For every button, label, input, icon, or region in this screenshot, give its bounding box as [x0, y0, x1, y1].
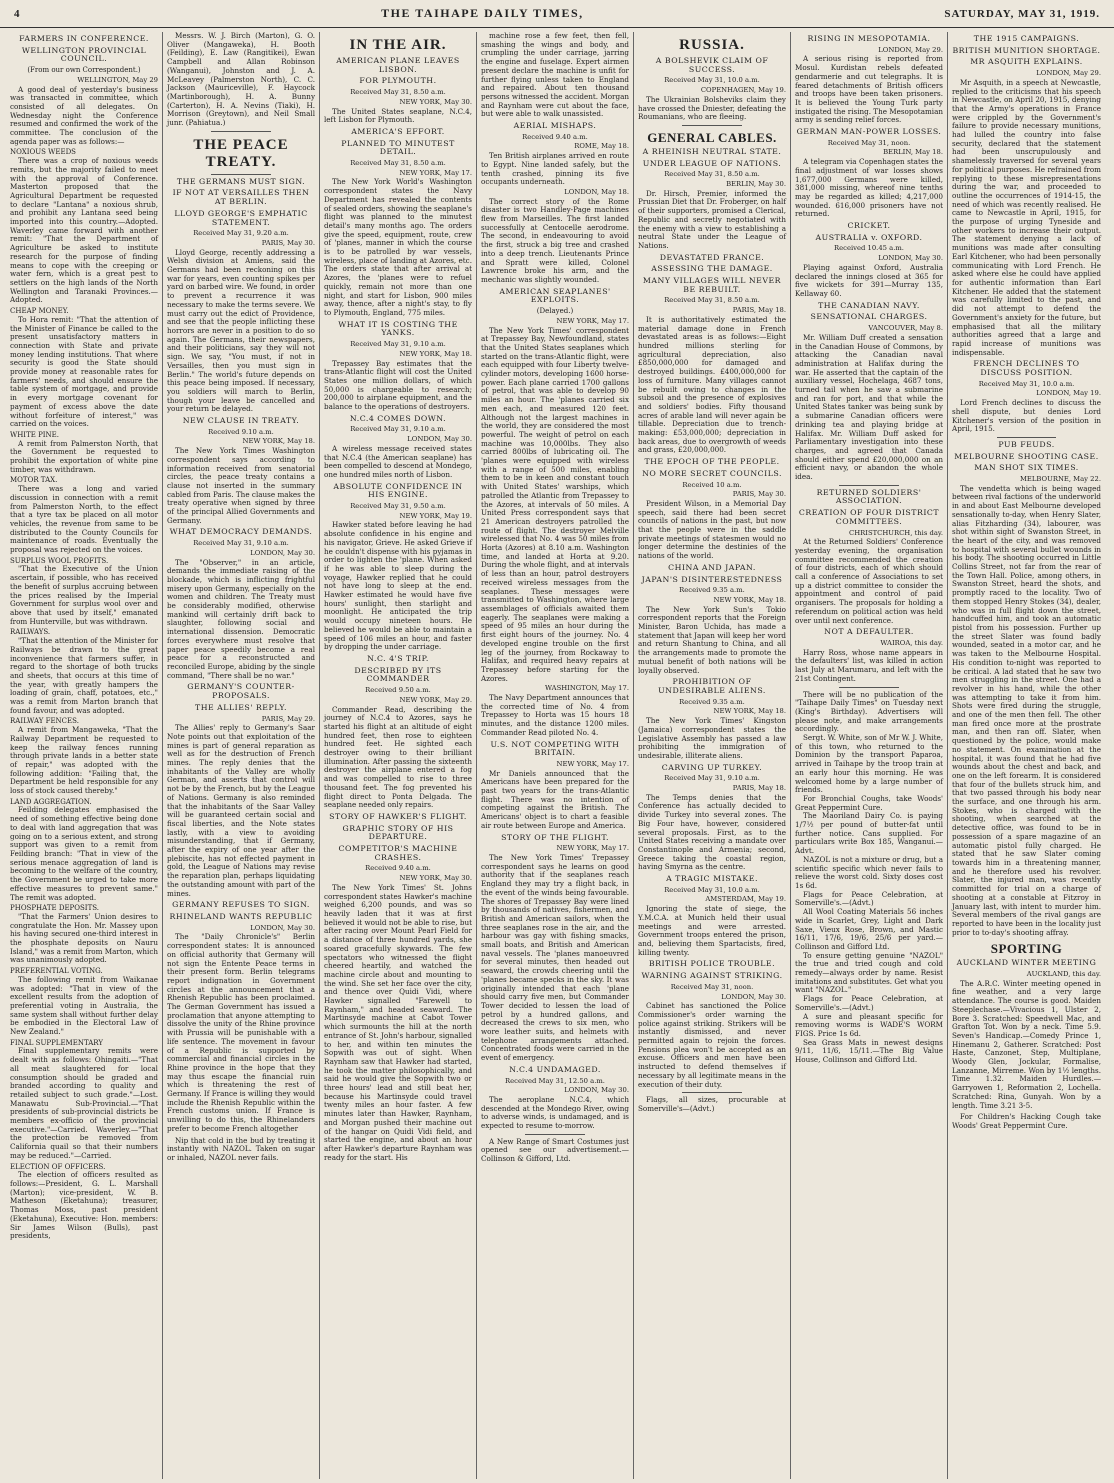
paragraph: The New York Times' St. Johns correspondent states Hawker's machine weighed 6,200 pounds, and was so heavily laden that it was at first believed it would not be able to rise, but after racing over Mount Pearl Field for a distance of three hundred yards, she soared gracefully skywards. The few spectators who witnessed the flight cheered heartily, and watched the machine circle about and mounting to the wind. She set her face over the city, and thence over Quidi Vidi, where Hawker signalled "Farewell to Raynham," and headed seaward. The Martinsyde machine at Cabot Tower which surmounts the hill at the north entrance of St. John's harbour, signalled to her, and within ten minutes the Sopwith was out of sight. When Raynham saw that Hawker had started, he took the matter philosophically, and said he would give the Sopwith two or three hours' lead and still beat her, because his Martinsyde could travel twenty miles an hour faster. A few minutes later than Hawker, Raynham, and Morgan pushed their machine out of the hangar on Quidi Vidi field, and started the engine, and about an hour after Hawker's departure Raynham was ready for the start. His: [324, 882, 472, 1162]
headline: RISING IN MESOPOTAMIA.: [807, 34, 931, 43]
divider: [682, 1092, 741, 1093]
subheadline: CRICKET.: [847, 221, 891, 231]
subheadline: RETURNED SOLDIERS' ASSOCIATION.: [816, 487, 922, 506]
headline: RUSSIA.: [679, 37, 745, 53]
paragraph: The New York Times Washington correspondent says according to information received from senatorial circles, the peace treaty contains a clause not inserted in the summary cabled from Paris. The clause makes the treaty operative when signed by three of the principal Allied Governments and Germany.: [167, 446, 315, 525]
divider: [682, 125, 741, 126]
divider: [525, 1134, 584, 1135]
dateline: NEW YORK, May 17.: [399, 168, 472, 177]
subheadline: THE CANADIAN NAVY.: [818, 300, 920, 310]
dateline: COPENHAGEN, May 19.: [700, 86, 786, 95]
subheadline: THE GERMANS MUST SIGN.: [176, 176, 306, 186]
side-heading: RAILWAYS.: [10, 628, 51, 637]
dateline: LONDON, May 30.: [250, 548, 315, 557]
side-heading: LAND AGGREGATION.: [10, 797, 92, 806]
subheadline: AUSTRALIA v. OXFORD.: [815, 232, 923, 242]
divider: [839, 485, 898, 486]
dateline: LONDON, May 18.: [564, 187, 629, 196]
dateline: LONDON, May 30.: [878, 254, 943, 263]
dateline: NEW YORK, May 17.: [556, 316, 629, 325]
headline: IN THE AIR.: [349, 37, 447, 53]
paragraph: The Navy Department announces that the corrected time of No. 4 from Trepassey to Horta was 15 hours 18 minutes, and the distance 1200 miles. Commander Read piloted No. 4.: [481, 693, 629, 737]
subheadline: FOR PLYMOUTH.: [359, 76, 437, 86]
paragraph: The correct story of the Rome disaster is two Handley-Page machines flew from Marseilles. The first landed successfully at Centocelle aerodrome. The second, in endeavouring to avoid the first, struck a big tree and crashed into a deep trench. Lieutenants Prince and Spratt were killed, Colonel Lawrence broke his arm, and the mechanic was slightly wounded.: [481, 196, 629, 284]
issue-date: SATURDAY, MAY 31, 1919.: [944, 7, 1100, 20]
column-4: [477, 32, 634, 1479]
paragraph: Trepassey Bay estimates that the trans-Atlantic flight will cost the United States one million dollars, of which 50,000 is chargeable to research; 200,000 to airplane equipment, and the balance to the operations of destroyers.: [324, 358, 472, 412]
paragraph: At the Returned Soldiers' Conference yesterday evening, the organisation committee recommended the creation of four districts, each of which should call a conference of Associations to set up a district committee to consider the appointment and control of paid organisers. The proposals for holding a referendum on political action was held over until next conference.: [795, 537, 943, 625]
subheadline: NOT A DEFAULTER.: [824, 627, 914, 637]
paragraph: Playing against Oxford, Australia declared the innings closed at 365 for five wickets for 391—Murray 135, Kellaway 60.: [795, 262, 943, 298]
paragraph: The New York Times' Kingston (Jamaica) correspondent states the Legislative Assembly has passed a law prohibiting the immigration of undesirable, illiterate aliens.: [638, 716, 786, 760]
subheadline: FRENCH DECLINES TO DISCUSS POSITION.: [973, 359, 1080, 378]
headline: THE 1915 CAMPAIGNS.: [973, 34, 1080, 43]
paragraph: A serious rising is reported from Mosul. Kurdistan rebels defeated gendarmerie and cut telegraphs. It is feared detachments of British officers and troops have been taken prisoners. It is believed the Young Turk party instigated the rising. The Mesopotamian army is sending relief forces.: [795, 54, 944, 125]
paragraph: Final supplementary remits were dealt with as follows: Ohingaiti.—"That all meat slaughtered for local consumption should be graded and branded according to quality and retailed subject to such grade."—Lost. Manawatu Sub-Provincial.—"That presidents of sub-provincial districts be members ex-officio of the provincial executive."—Carried. Waverley.—"That the protection be removed from California quail so that their numbers may be reduced."—Carried.: [10, 1046, 158, 1160]
received-line: Received May 31, 9.10 a.m.: [664, 774, 760, 783]
paragraph: A good deal of yesterday's business was transacted in committee, which consisted of all delegates. On Wednesday night the Conference resumed and confirmed the work of the committee. The conclusion of the agenda paper was as follows:—: [10, 84, 158, 146]
paper-name: THE TAIHAPE DAILY TIMES,: [381, 6, 584, 20]
subheadline: MANY VILLAGES WILL NEVER BE REBUILT.: [642, 276, 782, 294]
received-line: Received May 31, 8.50 a.m.: [350, 88, 446, 97]
paragraph: Commander Read, describing the journey of N.C.4 to Azores, says he started his flight at an altitude of eight hundred feet, then rose to eighteen hundred feet. He sighted each destroyer owing to their brilliant illumination. After passing the sixteenth destroyer the airplane entered a fog and was compelled to rise to three thousand feet. The fog prevented his flight direct to Ponta Delgada. The seaplane needed only repairs.: [324, 704, 472, 810]
subheadline: PROHIBITION OF UNDESIRABLE ALIENS.: [658, 677, 766, 695]
subheadline: BRITISH MUNITION SHORTAGE.: [952, 45, 1101, 55]
article-pub-feuds: [952, 441, 1101, 937]
paragraph: The United States seaplane, N.C.4, left Lisbon for Plymouth.: [324, 106, 472, 125]
article-1915-campaigns: [952, 35, 1101, 434]
subheadline: NEW CLAUSE IN TREATY.: [182, 416, 300, 426]
subheadline: N.C.4 COMES DOWN.: [349, 413, 447, 423]
paragraph: The "Observer," in an article, demands the immediate raising of the blockade, which is inflicting frightful misery upon Germany, especially on the women and children. The Treaty must be considerably modified, otherwise mankind will certainly drift back to slaughter, following social and international dissension. Democratic forces everywhere must resolve that paper peace speedily become a real peace for a reconstructed and reconciled Europe, abiding by the single command, "There shall be no war.": [167, 557, 315, 680]
paragraph: Ignoring the state of siege, the Y.M.C.A. at Munich held their usual meetings and were arrested. Government troops entered the prison, and, believing them Spartacists, fired, killing twenty.: [638, 904, 786, 957]
dateline: BERLIN, May 30.: [726, 180, 786, 189]
headline: PUB FEUDS.: [998, 439, 1055, 449]
paragraph: Feilding delegates emphasised the need of something effective being done to deal with land aggregation that was going on to a serious extent, and strong support was given to a remit from Feilding branch: "That in view of the serious menace aggregation of land is becoming to the welfare of the country, the Government be urged to take more effective measures to prevent same." The remit was adopted.: [10, 805, 158, 902]
page-number-left: 4: [14, 7, 21, 20]
advertisement: Sea Grass Mats in newest designs 9/11, 11/6, 15/11.—The Big Value House, Collinson and Gifford Ltd.: [795, 1037, 943, 1065]
paragraph: The New York Times' correspondent at Trepassey Bay, Newfoundland, states that the United States seaplanes which started on the trans-Atlantic flight, were each equipped with four Liberty twelve-cylinder motors, developing 1600 horse-power. Each plane carried 1700 gallons of petrol, that was able to develop 90 miles an hour. The 'planes carried six men each, and measured 120 feet. Although not the largest machines in the world, they are considered the most powerful. The weight of petrol on each machine was 10,000lbs. They also carried 800lbs of lubricating oil. The 'planes were equipped with wireless with a range of 500 miles, enabling them to be in keen and constant touch with United States' warships, which patrolled the Atlantic from Trepassey to the Azores, at intervals of 50 miles. A United Press correspondent says that 21 American destroyers patrolled the route of flight. The destroyer Melville wirelessed that No. 4 was 50 miles from Horta (Azores) at 8.10 a.m. Washington time, and landed at Horta at 9.20. During the whole flight, and at intervals of less than an hour, patrol destroyers received wireless messages from the seaplanes. These messages were transmitted to Washington, where large assemblages of officials awaited them eagerly. The seaplanes were making a speed of 95 miles an hour during the first eight hours of the journey. No. 4 developed engine trouble on the first leg of the journey, from Rockaway to Halifax, and required heavy repairs at Trepassey before starting for the Azores.: [481, 325, 629, 683]
subheadline: STORY OF THE FLIGHT.: [501, 832, 609, 842]
received-line: Received 10.45 a.m.: [834, 244, 904, 253]
subheadline: THE ALLIES' REPLY.: [195, 702, 287, 712]
dateline: NEW YORK, May 18.: [399, 349, 472, 358]
advertisement: The Maoriland Dairy Co. is paying 1/7½ per pound of butter-fat until further notice. Cans supplied. For particulars write Box 185, Wanganui.—Advt.: [795, 811, 943, 856]
article-farmers-conference: [10, 35, 158, 1241]
dateline: NEW YORK, May 30.: [399, 874, 472, 883]
subheadline: WELLINGTON PROVINCIAL COUNCIL.: [21, 45, 147, 64]
paragraph: The Allies' reply to Germany's Saar Note points out that exploitation of the mines is part of general reparation as well as for the destruction of French mines. The reply denies that the inhabitants of the Valley are wholly German, and asserts that control will not be by the French, but by the League of Nations. Germany is also reminded that the inhabitants of the Saar Valley will be guaranteed certain social and fiscal liberties, and the Note states lastly, with a view to avoiding misunderstanding, that if Germany, after the expiry of one year after the plebiscite, has not effected payment in gold, the League of Nations may revise the reparation plan, perhaps liquidating the outstanding amount with part of the mines.: [167, 723, 315, 898]
subheadline: COMPETITOR'S MACHINE CRASHES.: [338, 844, 458, 862]
paragraph: The New York World's Washington correspondent states the Navy Department has revealed the contents of sealed orders, showing the seaplane's flight was planned to the minutest detail's many months ago. The orders give the speed, equipment, route, crew of 'planes, manner in which the course is to be patrolled by war vessels, wireless, place of landing at Azores, etc. The orders state that after arrival at Azores, the 'planes were to refuel quickly, remain not more than one night, and start for Lisbon, 900 miles away, thence, after a night's stay, to fly to Plymouth, England, 775 miles.: [324, 177, 472, 317]
dateline: LONDON, May 19.: [1036, 389, 1101, 398]
received-line: Received 9.35 a.m.: [679, 586, 745, 595]
paragraph: Mr Asquith, in a speech at Newcastle, replied to the criticisms that his speech in Newcastle, on April 20, 1915, denying that the Army's operations in France were crippled by the Government's failure to provide necessary munitions, had lulled the country into false security, declared that the statement had been unscrupulously and shamelessly traversed for several years for political purposes. He refrained from replying to these misrepresentations during the war, and proceeded to outline the occurrences of 1914-15, the need of which was recently realised. He came to Newcastle in April, 1915, for the purpose of urging Tyneside and other workers to increase their output. The statement denying a lack of munitions was made after consulting Earl Kitchener, who had been personally communicating with Lord French. He asked where else he could have applied for authentic information than Earl Kitchener. He added that the statement was carefully limited to the past, and did not attempt to defend the Government's anxiety for the future, but emphasised that all the military authorities agreed that a large and rapid increase of munitions was indispensable.: [952, 77, 1101, 357]
subheadline: STORY OF HAWKER'S FLIGHT.: [329, 811, 467, 821]
subheadline: AUCKLAND WINTER MEETING: [956, 958, 1097, 968]
dateline: LONDON, May 29.: [1036, 69, 1101, 78]
paragraph: The New York Times' Trepassey correspondent says he learns on good authority that if the seaplanes reach England they may try a flight back, in the event of the winds being favourable. The shores of Trepassey Bay were lined by thousands of natives, fishermen, and British and American sailors, when the three seaplanes rose in the air, and the harbour was gay with fishing smacks, small boats, and British and American naval vessels. The 'planes manoeuvred for several minutes, then headed out seaward, the crowds cheering until the 'planes became specks in the sky. It was originally intended that each 'plane should carry five men, but Commander Tower decided to lessen the load of petrol by a hundred gallons, and decreased the crews to six men, who wore leather suits, and helmets with telephone arrangements attached. Concentrated foods were carried in the event of emergency.: [481, 852, 629, 1063]
advertisement: A sure and pleasant specific for removing worms is WADE'S WORM FIGS. Price 1s 6d.: [795, 1011, 943, 1038]
advertisement: Flags for Peace Celebration, at Somerville's.—(Advt.): [795, 889, 943, 908]
advertisement: To ensure getting genuine "NAZOL" the true and tried cough and cold remedy—always order by name. Resist imitations and substitutes. Get what you want "NAZOL.": [795, 950, 943, 995]
subheadline: AMERICAN PLANE LEAVES LISBON.: [336, 56, 460, 74]
subheadline: U.S. NOT COMPETING WITH BRITAIN.: [490, 739, 620, 758]
subheadline: WARNING AGAINST STRIKING.: [641, 971, 783, 981]
subheadline: DEVASTATED FRANCE.: [659, 252, 765, 262]
article-peace-treaty: [167, 137, 315, 1134]
subheadline: LLOYD GEORGE'S EMPHATIC STATEMENT.: [174, 208, 308, 227]
subheadline: GERMANY'S COUNTER-PROPOSALS.: [187, 682, 295, 701]
paragraph: "That the attention of the Minister for Railways be drawn to the great inconvenience that farmers suffer, in regard to the shortage of both trucks and sheets, that occurs at this time of the year, with greatly hampers the loading of grain, chaff, potatoes, etc.," was a remit from Marton branch that found favour, and was adopted.: [10, 636, 158, 715]
received-line: Received 9.50 a.m.: [365, 686, 431, 695]
received-line: Received May 31, 8.50 a.m.: [664, 296, 760, 305]
dateline: LONDON, May 29.: [878, 45, 943, 54]
paragraph: The New York Sun's Tokio correspondent reports that the Foreign Minister, Baron Uchida, has made a statement that Japan will keep her word and return Shantung to China, and all the arrangements made to promote the mutual benefit of both nations will be loyally observed.: [638, 604, 786, 675]
advertisement: NAZOL is not a mixture or drug, but a scientific specific which never fails to relieve the worst cold. Sixty doses cost 1s 6d.: [795, 854, 943, 890]
paragraph: The Ukrainian Bolsheviks claim they have crossed the Dniester, defeating the Roumanians, who are fleeing.: [638, 94, 786, 122]
paragraph: It is authoritatively estimated the material damage done in French devastated areas is as follows:—Eight hundred millions sterling for agricultural depreciation, also £850,000,000 for damaged and destroyed buildings. £400,000,000 for loss of furniture. Many villages cannot be rebuilt owing to changes in the subsoil and the presence of explosives and soldiers' bodies. Fifty thousand acres of arable land will never again be tillable. Depreciation due to trench-making: £53,000,000; depreciation in back areas, due to overgrowth of weeds and grass, £20,000,000.: [638, 314, 786, 455]
dateline: NEW YORK, May 19.: [399, 511, 472, 520]
paragraph: The aeroplane N.C.4, which descended at the Mondego River, owing to adverse winds, is undamaged, and is expected to resume to-morrow.: [481, 1094, 629, 1131]
received-line: Received May 31, 9.10 a.m.: [350, 340, 446, 349]
subheadline: MELBOURNE SHOOTING CASE.: [954, 451, 1099, 461]
subheadline: GRAPHIC STORY OF HIS DEPARTURE.: [342, 823, 454, 842]
received-line: Received May 31, 9.50 a.m.: [350, 502, 446, 511]
paragraph: A wireless message received states that N.C.4 (the American seaplane) has been compelled to descend at Mondego, one hundred miles north of Lisbon.: [324, 443, 472, 479]
received-line: Received 9.40 a.m.: [365, 864, 431, 873]
subheadline: SENSATIONAL CHARGES.: [810, 312, 928, 322]
subheadline: UNDER LEAGUE OF NATIONS.: [642, 158, 782, 168]
paragraph: The Temps denies that the Conference has actually decided to divide Turkey into several zones. The Big Four have, however, considered several proposals. First, as to the United States receiving a mandate over Constantinople and Armenia; second, Greece taking the coastal region, having Smyrna as the centre.: [638, 792, 786, 872]
dateline: NEW YORK, May 18.: [242, 437, 315, 446]
divider: [211, 131, 270, 132]
article-in-the-air: [324, 37, 472, 1162]
subheadline: RHINELAND WANTS REPUBLIC: [169, 911, 313, 921]
subheadline: CHINA AND JAPAN.: [668, 562, 756, 572]
side-heading: WHITE PINE.: [10, 430, 60, 439]
columns: [6, 32, 1108, 1479]
paragraph: Lloyd George, recently addressing a Welsh division at Amiens, said the Germans had been reckoning on this war for years, even counting spikes per yard on barbed wire. We found, in order to prevent a recurrence it was necessary to make the terms severe. We must carry out the edict of Providence, and see that the people inflicting these horrors are never in a position to do so again. The Germans, their newspapers, and their politicians, say they will not sign. We say, "You must, if not in Versailles, then you must sign in Berlin." The world's future depends on this peace being imposed. If necessary, you soldiers will march to Berlin, though your leave be cancelled and your return be delayed.: [167, 247, 315, 414]
received-line: Received 10 a.m.: [682, 480, 742, 489]
received-line: Received May 31, noon.: [670, 982, 754, 991]
dateline: PARIS, May 29.: [261, 714, 315, 723]
column-3: [320, 32, 477, 1479]
paragraph: Hawker stated before leaving he had absolute confidence in his engine and his navigator, Grieve. He asked Grieve if he couldn't dispense with his pyjamas in order to lighten the 'plane. When asked if he was able to sleep during the voyage, Hawker replied that he could not have long to sleep at the end. Hawker estimated he would have five hours' sunlight, then starlight and moonlight. He anticipated the trip would occupy nineteen hours. He believed he would be able to maintain a speed of 106 miles an hour, and faster by dropping the under carriage.: [324, 520, 472, 652]
paragraph: "That the Farmers' Union desires to congratulate the Hon. Mr. Massey upon his having secured one-third interest in the phosphate deposits on Nauru Island," was a remit from Marton, which was unanimously adopted.: [10, 911, 158, 965]
source-line: (From our own Correspondent.): [27, 66, 141, 75]
paragraph: Mr. William Duff created a sensation in the Canadian House of Commons, by attacking the Canadian naval administration at Halifax during the war. He asserted that the captain of the auxiliary vessel, Hochelaga, 4687 tons, turned tail when he saw a submarine and ran for port, and that while the United States tanker was being sunk by a submarine Canadian officers were drinking tea and playing bridge at Halifax. Mr. William Duff asked for Parliamentary investigation into these charges, and agreed that Canada should either spend £20,000,000 on an efficient navy, or abandon the whole idea.: [795, 332, 943, 482]
advertisement: Flags for Peace Celebration, at Somerville's.—(Advt.): [795, 994, 943, 1012]
column-2: [163, 32, 320, 1479]
paragraph: A remit from Mangaweka, "That the Railway Department be requested to keep the railway fences running through private lands in a better state of repair," was adopted with the following addition: "Failing that, the Department be held responsible for any loss of stock caused thereby.": [10, 725, 158, 796]
dateline: WAIROA, this day.: [880, 639, 943, 647]
dateline: MELBOURNE, May 22.: [1019, 475, 1101, 484]
paragraph: The following remit from Waikanae was adopted: "That in view of the excellent results from the adoption of preferential voting in Australia, the same system shall without further delay be embodied in the Electoral Law of New Zealand.": [10, 974, 158, 1037]
received-line: Received May 31, 8.50 a.m.: [664, 170, 760, 179]
side-heading: FINAL SUPPLEMENTARY: [10, 1038, 103, 1047]
side-heading: PREFERENTIAL VOTING.: [10, 967, 103, 976]
received-line: Received May 31, 8.50 a.m.: [350, 159, 446, 168]
paragraph: Dr. Hirsch, Premier, informed the Prussian Diet that Dr. Froberger, on half of their supporters, promised a Clerical, Republic and secretly negotiated with the enemy with a view to establishing a neutral State under the League of Nations.: [638, 188, 786, 250]
subheadline: GERMAN MAN-POWER LOSSES.: [796, 127, 942, 137]
dateline: BERLIN, May 18.: [883, 148, 943, 157]
dateline: PARIS, May 18.: [732, 784, 786, 793]
advertisement: For Bronchial Coughs, take Woods' Great Peppermint Cure.: [795, 793, 943, 812]
subheadline: ASSESSING THE DAMAGE.: [651, 264, 773, 274]
masthead: [0, 0, 1114, 28]
paragraph: Messrs. W. J. Birch (Marton), G. O. Oliver (Mangaweka), H. Booth (Feilding), E. Law (Rangitikei), Ewan Campbell and Allan Robinson (Wanganui), Johnston and J. A. McLeavey (Palmerston North), C. C. Jackson (Mauriceville), F. Haycock (Martinborough), H. A. Bunny (Carterton), H. A. Nevins (Tiaki), H. Morrison (Greytown), and Neil Small junr. (Pahiatua.): [167, 32, 315, 128]
headline: GENERAL CABLES.: [647, 129, 777, 145]
paragraph: There was a crop of noxious weeds remits, but the majority failed to meet with the approval of Conference. Masterton proposed that the Agricultural Department be requested to declare "Lantana" a noxious shrub, and prohibit any Lantana seed being imported into this country.—Adopted. Waverley came forward with another remit: "That the Department of Agriculture be asked to institute research for the purpose of finding means to cope with the creeping or water fern, which is a great pest to settlers on the high lands of the North Wellington and Taranaki Provinces.—Adopted.: [10, 156, 158, 305]
subheadline: WHAT IT IS COSTING THE YANKS.: [338, 319, 458, 338]
notice: There will be no publication of the "Taihape Daily Times" on Tuesday next (King's Birthday). Advertisers will please note, and make arrangements accordingly.: [795, 689, 943, 734]
local-news: Sergt. W. White, son of Mr W. J. White, of this town, who returned to the Dominion by the transport Paparoa, arrived in Taihape by the troop train at an early hour this morning. He was welcomed home by a large number of friends.: [795, 733, 944, 795]
advertisement: All Wool Coating Materials 56 inches wide in Scarlet, Grey, Light and Dark Saxe, Vieux Rose, Brown, and Mastic 16/11, 17/6, 19/6, 25/6 per yard.—Collinson and Gifford Ltd.: [795, 907, 943, 951]
advertisement: For Children's Hacking Cough take Woods' Great Peppermint Cure.: [952, 1112, 1101, 1130]
paragraph: The "Daily Chronicle's" Berlin correspondent states: It is announced on official authority that Germany will not sign the Entente Peace terms in their present form. Berlin telegrams report indignation in Government circles at the announcement that a Rhenish Republic has been proclaimed. The German Government has issued a proclamation that anyone attempting to dissolve the unity of the Rhine province with Prussia will be punishable with a life sentence. The movement in favour of a Republic is supported by commercial and financial circles in the Rhine province in the hope that they may thus escape the financial ruin which is threatening the rest of Germany. If France is willing they would include the Rhenish Republic within the French customs union. If France is unwilling to do this, the Rhinelanders prefer to become French altogether: [167, 932, 315, 1133]
received-line: Received 9.10 a.m.: [208, 427, 274, 436]
subheadline: A RHEINISH NEUTRAL STATE.: [642, 146, 782, 156]
dateline: PARIS, May 30.: [261, 238, 315, 247]
dateline: VANCOUVER, May 8.: [868, 324, 943, 333]
subheadline: THE EPOCH OF THE PEOPLE.: [644, 457, 780, 467]
advertisement: A New Range of Smart Costumes just opened see our advertisement.—Collinson & Gifford, Ltd.: [481, 1136, 629, 1164]
paragraph: The A.R.C. Winter meeting opened in fine weather, and a very large attendance. The course is good. Maiden Steeplechase.—Vivacious 1, Ulster 2, Bore 3. Scratched: Speedwell Mac, and Grafton Tot. Won by a neck. Time 5.9. Seven's Handicap.—Comedy Prince 1, Hinemanu 2, Gatherer. Scratched: Post Haste, Canzonet, Step, Multiplane, Woody Glen, Jockular, Formalise, Lanzanne, Mirreme. Won by 1½ lengths. Time 1.32. Maiden Hurdles.—Garryowen 1, Reformation 2, Lochella. Scratched: Rina, Gunyah. Won by a length. Time 3.21 3-5.: [952, 978, 1101, 1110]
dateline: LONDON, May 30.: [407, 435, 472, 444]
subheadline: N.C. 4'S TRIP.: [367, 654, 429, 663]
received-line: Received May 31, 10.0 a.m.: [664, 76, 760, 85]
dateline: PARIS, May 18.: [732, 306, 786, 315]
headline: FARMERS IN CONFERENCE.: [19, 34, 149, 43]
subheadline: JAPAN'S DISINTERESTEDNESS: [641, 574, 783, 584]
paragraph: Harry Ross, whose name appears in the defaulters' list, was killed in action last July at Marumaru, and left with the 21st Contingent.: [795, 647, 943, 683]
paragraph: Cabinet has sanctioned the Police Commissioner's order warning the police against striking. Strikers will be instantly dismissed, and never permitted again to rejoin the forces. Pensions plea won't be accepted as an excuse. Officers and men have been instructed to defend themselves if necessary by all legitimate means in the execution of their duty.: [638, 1001, 786, 1089]
dateline: AUCKLAND, this day.: [1026, 970, 1101, 979]
paragraph: There was a long and varied discussion in connection with a remit from Palmerston North, to the effect that a tyre tax be placed on all motor vehicles, the revenue from same to be distributed to the County Councils for maintenance of roads. Eventually the proposal was rejected on the voices.: [10, 484, 158, 555]
dateline: LONDON, May 30.: [250, 923, 315, 932]
subheadline: AERIAL MISHAPS.: [513, 121, 597, 131]
paragraph: machine rose a few feet, then fell, smashing the wings and body, and crumpling the under carriage, jarring the engine and fuselage. Expert airmen present declare the machine is unfit for further flying unless taken to England and repaired. About ten thousand persons witnessed the accident. Morgan and Raynham were cut about the face, but were able to walk unassisted.: [481, 32, 629, 119]
subheadline: NO MORE SECRET COUNCILS.: [642, 468, 782, 478]
received-line: Received May 31, 9.10 a.m.: [193, 539, 289, 548]
subheadline: AMERICA'S EFFORT.: [351, 126, 445, 136]
received-line: Received May 31, 9.20 a.m.: [193, 229, 289, 238]
received-line: Received May 31, 12.50 a.m.: [505, 1076, 605, 1085]
advertisement: Nip that cold in the bud by treating it instantly with NAZOL. Taken on sugar or inhaled, NAZOL never fails.: [167, 1135, 315, 1162]
subheadline: BRITISH POLICE TROUBLE.: [648, 959, 776, 969]
dateline: CHRISTCHURCH, this day.: [849, 528, 943, 537]
dateline: NEW YORK, May 29.: [399, 695, 472, 704]
paragraph: Ten British airplanes arrived en route to Egypt. Nine landed safely, but the tenth crashed, pinning its five occupants underneath.: [481, 151, 629, 187]
paragraph: A remit from Palmerston North, that the Government be requested to prohibit the exportation of white pine timber, was withdrawn.: [10, 438, 158, 474]
delayed-note: (Delayed.): [536, 307, 574, 316]
paragraph: To Hora remit: "That the attention of the Minister of Finance be called to the present unsatisfactory matters in connection with State and private money lending institutions. That where security is good the State should provide money at reasonable rates for farmers' needs, and should ensure the table system of mortgage, and provide in every mortgage covenant for payment of excess above the date without forfeiture of interest," was carried on the voices.: [10, 314, 158, 429]
subheadline: A BOLSHEVIK CLAIM OF SUCCESS.: [655, 56, 769, 74]
received-line: Received 9.35 a.m.: [679, 697, 745, 706]
divider: [839, 687, 898, 688]
received-line: Received May 31, 10.0 a.m.: [664, 885, 760, 894]
column-1: [6, 32, 163, 1479]
column-7: [948, 32, 1105, 1479]
article-in-the-air-continued: [481, 32, 629, 1131]
article-russia: [638, 37, 786, 122]
dateline: NEW YORK, May 30.: [399, 97, 472, 106]
paragraph: Lord French declines to discuss the shell dispute, but denies Lord Kitchener's version of the position in April, 1915.: [952, 398, 1101, 434]
subheadline: IF NOT AT VERSAILLES THEN AT BERLIN.: [172, 188, 310, 207]
side-heading: NOXIOUS WEEDS: [10, 148, 76, 157]
paragraph: The vendetta which is being waged between rival factions of the underworld in and about East Melbourne developed sensationally to-day, when Henry Slater, alias Fitzharding (34), labourer, was shot within sight of Swanston Street, in the heart of the city, and was removed to hospital with several bullet wounds in his body. The shooting occurred in Little Collins Street, not far from the rear of the Town Hall. Police, among others, in Swanston Street, heard the shots, and promptly raced to the locality. Two of them stopped Henry Stokes (34), dealer, who was in full flight down the street, handcuffed him, and took an automatic pistol from his possession. Further up the street Slater was found badly wounded, seated in a motor car, and he was taken to the Melbourne Hospital. His condition to-night was reported to be critical. A lad stated that he saw two men struggling in the street. One had a revolver in his hand, while the other was attempting to take it from him. Shots were fired during the struggle, and one of the men then fell. The other man fired once more at the prostrate man, and then ran off. Slater, when questioned by the police, would make no statement. On examination at the hospital, it was found that he had five wounds about the chest and back, and one on the left forearm. It is considered that four of the bullets struck him, and that two passed through his body near the surface, and one through his arm. Stokes, who is charged with the shooting, when searched at the detective office, was found to be in possession of a spare magazine of an automatic pistol fully charged. He stated that he saw Slater coming towards him in a threatening manner, and he therefore used his revolver. Slater, the injured man, was recently committed for trial on a charge of shooting at a constable at Fitzroy in January last, with intent to murder him. Several members of the rival gangs are reported to have been in the locality just prior to to-day's shooting affray.: [952, 483, 1101, 937]
dateline: WELLINGTON, May 29: [77, 75, 158, 84]
advertisement: Flags, all sizes, procurable at Somerville's—(Advt.): [638, 1095, 786, 1113]
dateline: NEW YORK, May 17.: [556, 759, 629, 768]
dateline: NEW YORK, May 18.: [713, 595, 786, 604]
dateline: WASHINGTON, May 17.: [545, 684, 629, 693]
subheadline: WHAT DEMOCRACY DEMANDS.: [169, 527, 313, 537]
article-sporting: [952, 941, 1101, 1110]
received-line: Received 9.40 a.m.: [522, 132, 588, 141]
divider: [211, 174, 270, 175]
received-line: Received May 31, noon.: [827, 138, 911, 147]
column-6: [791, 32, 948, 1479]
subheadline: CARVING UP TURKEY.: [661, 762, 763, 772]
received-line: Received May 31, 9.10 a.m.: [350, 425, 446, 434]
side-heading: SURPLUS WOOL PROFITS.: [10, 556, 109, 565]
headline: THE PEACE TREATY.: [193, 136, 289, 170]
paragraph: The election of officers resulted as follows:—President, G. L. Marshall (Marton); vice-president, W. B. Matheson (Eketahuna); treasurer, Thomas Moss, past president (Eketahuna), Executive: Hon. members: Sir James Wilson (Bulls), past presidents,: [10, 1170, 158, 1241]
subheadline: AMERICAN SEAPLANES' EXPLOITS.: [499, 286, 611, 305]
subheadline: GERMANY REFUSES TO SIGN.: [172, 900, 310, 910]
side-heading: RAILWAY FENCES.: [10, 717, 79, 726]
dateline: PARIS, May 30.: [732, 490, 786, 499]
column-5: [634, 32, 791, 1479]
dateline: LONDON, May 30.: [564, 1086, 629, 1095]
dateline: AMSTERDAM, May 19.: [705, 895, 786, 904]
received-line: Received May 31, 10.0 a.m.: [978, 379, 1075, 388]
dateline: NEW YORK, May 17.: [556, 844, 629, 853]
side-heading: ELECTION OF OFFICERS.: [10, 1162, 106, 1171]
subheadline: MAN SHOT SIX TIMES.: [974, 463, 1079, 473]
headline: SPORTING: [990, 941, 1063, 957]
article-general-cables: [638, 130, 786, 1089]
paragraph: "That the Executive of the Union ascertain, if possible, who has received the benefit of surplus accruing between the prices realised by the Imperial Government for surplus wool over and above that used by itself," emanated from Hunterville, but was withdrawn.: [10, 564, 158, 626]
subheadline: PLANNED TO MINUTEST DETAIL.: [341, 138, 455, 157]
subheadline: MR ASQUITH EXPLAINS.: [970, 57, 1083, 67]
side-heading: MOTOR TAX.: [10, 476, 58, 485]
subheadline: CREATION OF FOUR DISTRICT COMMITTEES.: [798, 508, 940, 526]
subheadline: N.C.4 UNDAMAGED.: [509, 1064, 601, 1074]
paragraph: President Wilson, in a Memorial Day speech, said there had been secret councils of nations in the past, but now that the people were in the saddle private meetings of statesmen would no longer determine the destinies of the nations of the world.: [638, 498, 786, 561]
paragraph: A telegram via Copenhagen states the final adjustment of war losses shows 1,677,000 Germans were killed, 381,000 missing, whereof nine tenths may be regarded as killed; 4,217,000 wounded. 616,000 prisoners have not returned.: [795, 157, 943, 219]
paragraph: Mr Daniels announced that the Americans have been prepared for the past two years for the trans-Atlantic flight. There was no intention of competing against the British. The Americans' object is to chart a feasible air route between Europe and America.: [481, 768, 629, 830]
subheadline: ABSOLUTE CONFIDENCE IN HIS ENGINE.: [333, 481, 463, 500]
subheadline: A TRAGIC MISTAKE.: [666, 874, 758, 884]
subheadline: DESCRIBED BY ITS COMMANDER: [354, 665, 442, 684]
side-heading: PHOSPHATE DEPOSITS.: [10, 904, 100, 913]
dateline: ROME, May 18.: [574, 142, 629, 151]
article-mesopotamia: [795, 35, 943, 684]
side-heading: CHEAP MONEY.: [10, 307, 69, 316]
dateline: LONDON, May 30.: [721, 992, 786, 1001]
divider: [997, 437, 1057, 438]
dateline: NEW YORK, May 18.: [713, 707, 786, 716]
